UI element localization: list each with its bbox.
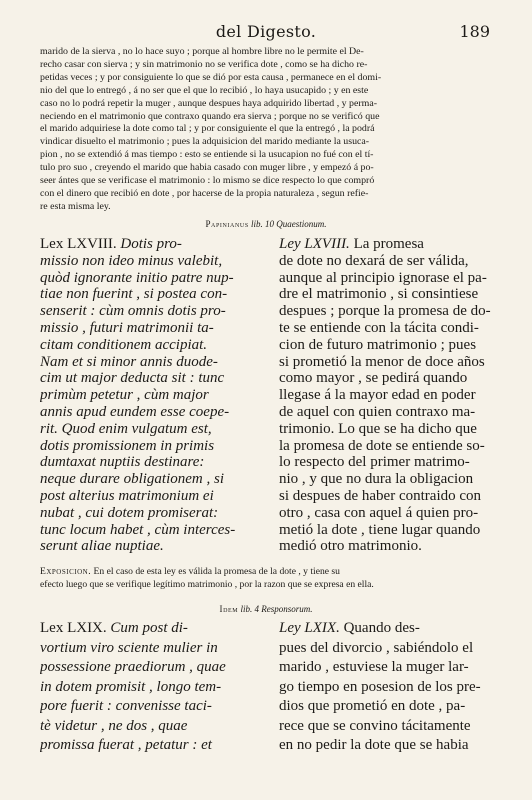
line-text: efecto luego que se verifique legítimo matrimonio , por la razon que se expresa en ella. bbox=[40, 579, 374, 590]
text-line bbox=[40, 454, 268, 471]
text-line: vindicar disuelto el matrimonio ; pues la adquisicion del marido mediante la usuca- bbox=[40, 136, 370, 148]
line-text: si prometió la menor de doce años bbox=[279, 353, 485, 370]
citation-source: lib. 4 Responsorum. bbox=[240, 604, 313, 614]
line-text: Quando des- bbox=[343, 620, 420, 636]
exposition-note bbox=[40, 565, 492, 591]
citation-author: Papinianus bbox=[205, 219, 249, 229]
line-text: La promesa bbox=[353, 236, 424, 252]
exposition-label: Exposicion. bbox=[40, 566, 92, 577]
line-text: neque durare obligationem , si bbox=[40, 471, 225, 488]
line-text: trimonio. Lo que se ha dicho que bbox=[279, 420, 477, 437]
line-text: llegase á la mayor edad en poder bbox=[279, 387, 476, 404]
text-line bbox=[40, 736, 268, 756]
text-line bbox=[279, 253, 492, 270]
line-text: metió la dote , tiene lugar quando bbox=[279, 521, 481, 538]
text-line bbox=[40, 270, 268, 287]
line-text: la promesa de dote se entiende so- bbox=[279, 437, 485, 454]
text-line bbox=[40, 619, 268, 639]
text-line bbox=[40, 639, 268, 659]
text-line: con el dinero que recibió en dote , por hacerse de la propia naturaleza , segun refie- bbox=[40, 187, 369, 199]
line-text: promissa fuerat , petatur : et bbox=[40, 737, 212, 753]
line-text: vortium viro sciente mulier in bbox=[40, 639, 218, 656]
text-line bbox=[279, 438, 492, 455]
text-line bbox=[279, 236, 492, 253]
text-line bbox=[279, 619, 492, 639]
line-text: post alterius matrimonium ei bbox=[40, 487, 214, 504]
text-line bbox=[40, 505, 268, 522]
line-text: marido , estuviese la muger lar- bbox=[279, 659, 469, 675]
text-line bbox=[40, 658, 268, 678]
text-line bbox=[279, 678, 492, 698]
line-text: missio , futuri matrimonii ta- bbox=[40, 319, 214, 336]
text-line: recho casar con sierva ; y sin matrimonio no se verifica dote , como se ha dicho re- bbox=[40, 58, 368, 70]
line-text: in dotem promisit , longo tem- bbox=[40, 678, 222, 695]
line-text: en no pedir la dote que se habia bbox=[279, 737, 469, 753]
ley-68-spanish bbox=[279, 236, 492, 555]
text-line bbox=[40, 370, 268, 387]
line-text: medió otro matrimonio. bbox=[279, 538, 422, 555]
text-line bbox=[40, 578, 492, 591]
text-line bbox=[279, 522, 492, 539]
line-text: nubat , cui dotem promiserat: bbox=[40, 504, 219, 521]
line-text: rit. Quod enim vulgatum est, bbox=[40, 420, 212, 437]
text-line bbox=[40, 522, 268, 539]
text-line bbox=[279, 658, 492, 678]
text-line: neciendo en el matrimonio que contraxo quando era sierva ; porque no se verificó que bbox=[40, 110, 380, 122]
ley-69-spanish bbox=[279, 619, 492, 756]
line-text: aunque al principio ignorase el pa- bbox=[279, 269, 487, 286]
text-line bbox=[40, 697, 268, 717]
text-line: nio del que lo entregó , á no ser que el que lo recibió , lo haya usucapido ; y en este bbox=[40, 84, 369, 96]
line-text: citam conditionem accipiat. bbox=[40, 336, 208, 353]
line-text: de dote no dexará de ser válida, bbox=[279, 252, 469, 269]
line-text: possessione praediorum , quae bbox=[40, 659, 226, 675]
text-line bbox=[40, 303, 268, 320]
text-line bbox=[40, 286, 268, 303]
text-line bbox=[279, 538, 492, 555]
line-text: de aquel con quien contraxo ma- bbox=[279, 403, 476, 420]
text-line bbox=[279, 488, 492, 505]
line-text: En el caso de esta ley es válida la promesa de la dote , y tiene su bbox=[93, 566, 340, 577]
line-text: dios que prometió en dote , pa- bbox=[279, 698, 466, 714]
text-line bbox=[40, 337, 268, 354]
text-line bbox=[279, 387, 492, 404]
text-line bbox=[279, 303, 492, 320]
line-text: Cum post di- bbox=[110, 620, 188, 636]
text-line bbox=[279, 404, 492, 421]
text-line bbox=[279, 639, 492, 659]
line-text: Dotis pro- bbox=[120, 236, 182, 252]
lex-68-latin bbox=[40, 236, 268, 555]
line-text: pore fuerit : convenisse taci- bbox=[40, 698, 212, 714]
line-text: cion de futuro matrimonio ; pues bbox=[279, 336, 477, 353]
text-line bbox=[279, 421, 492, 438]
text-line bbox=[279, 354, 492, 371]
text-line bbox=[279, 471, 492, 488]
line-text: otro , casa con aquel á quien pro- bbox=[279, 504, 479, 521]
text-line bbox=[279, 270, 492, 287]
line-text: dotis promissionem in primis bbox=[40, 437, 215, 454]
law-number: Lex LXIX. bbox=[40, 620, 107, 636]
text-line bbox=[40, 488, 268, 505]
law-number: Ley LXIX. bbox=[279, 620, 340, 636]
law-number: Lex LXVIII. bbox=[40, 236, 117, 252]
line-text: missio non ideo minus valebit, bbox=[40, 252, 223, 269]
text-line: re esta misma ley. bbox=[40, 200, 111, 212]
text-line bbox=[279, 286, 492, 303]
text-line: caso no lo podrá repetir la muger , aunque despues haya adquirido libertad , y perma- bbox=[40, 97, 378, 109]
text-line: tulo pro suo , creyendo el marido que habia casado con muger libre , y empezó á po- bbox=[40, 162, 374, 174]
text-line bbox=[279, 320, 492, 337]
text-line bbox=[279, 370, 492, 387]
text-line: el marido adquiriese la dote como tal ; y por consiguiente el que la entregó , la podrá bbox=[40, 123, 375, 135]
lex-69-latin bbox=[40, 619, 268, 756]
citation-source: lib. 10 Quaestionum. bbox=[251, 219, 327, 229]
text-line bbox=[40, 354, 268, 371]
line-text: pues del divorcio , sabiéndolo el bbox=[279, 639, 474, 656]
line-text: dre el matrimonio , si consintiese bbox=[279, 286, 479, 303]
line-text: serunt aliae nuptiae. bbox=[40, 538, 164, 555]
law-number: Ley LXVIII. bbox=[279, 236, 350, 252]
line-text: tunc locum habet , cùm interces- bbox=[40, 521, 236, 538]
text-line: seer ántes que se verificase el matrimonio : lo mismo se dice respecto lo que compró bbox=[40, 175, 375, 187]
text-line bbox=[40, 471, 268, 488]
page-number: 189 bbox=[459, 22, 490, 41]
line-text: quòd ignorante initio patre nup- bbox=[40, 269, 234, 286]
line-text: nio , y que no dura la obligacion bbox=[279, 471, 474, 488]
line-text: annis apud eundem esse coepe- bbox=[40, 403, 230, 420]
line-text: si despues de haber contraido con bbox=[279, 487, 482, 504]
text-line bbox=[40, 387, 268, 404]
text-line bbox=[279, 717, 492, 737]
running-head bbox=[40, 17, 492, 41]
line-text: Nam et si minor annis duode- bbox=[40, 353, 218, 370]
citation-idem bbox=[40, 603, 492, 615]
text-line bbox=[279, 697, 492, 717]
line-text: primùm petetur , cùm major bbox=[40, 387, 209, 404]
citation-author: Idem bbox=[219, 604, 239, 614]
line-text: lo respecto del primer matrimo- bbox=[279, 454, 470, 471]
text-line bbox=[40, 538, 268, 555]
text-line bbox=[40, 236, 268, 253]
text-line bbox=[40, 717, 268, 737]
running-title: del Digesto. bbox=[215, 22, 317, 41]
text-line bbox=[279, 736, 492, 756]
line-text: go tiempo en posesion de los pre- bbox=[279, 678, 481, 695]
line-text: te se entiende con la tácita condi- bbox=[279, 319, 479, 336]
text-line bbox=[40, 320, 268, 337]
text-line bbox=[279, 454, 492, 471]
text-line bbox=[40, 438, 268, 455]
line-text: cim ut major deducta sit : tunc bbox=[40, 370, 225, 387]
citation-papinianus bbox=[40, 218, 492, 230]
text-line: marido de la sierva , no lo hace suyo ; porque al hombre libre no le permite el De- bbox=[40, 46, 364, 57]
line-text: dumtaxat nuptiis destinare: bbox=[40, 454, 205, 471]
text-line: pion , no se extendió á mas tiempo : esto se entiende si la usucapion no fué con el tí- bbox=[40, 149, 374, 161]
text-line bbox=[40, 678, 268, 698]
text-line bbox=[40, 565, 492, 578]
text-line bbox=[279, 337, 492, 354]
line-text: despues ; porque la promesa de do- bbox=[279, 303, 491, 320]
line-text: tiae non fuerint , si postea con- bbox=[40, 286, 228, 303]
text-line bbox=[40, 253, 268, 270]
line-text: como mayor , se pedirá quando bbox=[279, 370, 468, 387]
line-text: tè videtur , ne dos , quae bbox=[40, 717, 188, 734]
text-line bbox=[279, 505, 492, 522]
intro-commentary bbox=[40, 46, 492, 214]
text-line bbox=[40, 404, 268, 421]
line-text: rece que se convino tácitamente bbox=[279, 717, 471, 734]
text-line: petidas veces ; y por consiguiente lo que se dió por esta causa , permanece en el domi- bbox=[40, 71, 382, 83]
text-line bbox=[40, 421, 268, 438]
line-text: senserit : cùm omnis dotis pro- bbox=[40, 303, 226, 320]
